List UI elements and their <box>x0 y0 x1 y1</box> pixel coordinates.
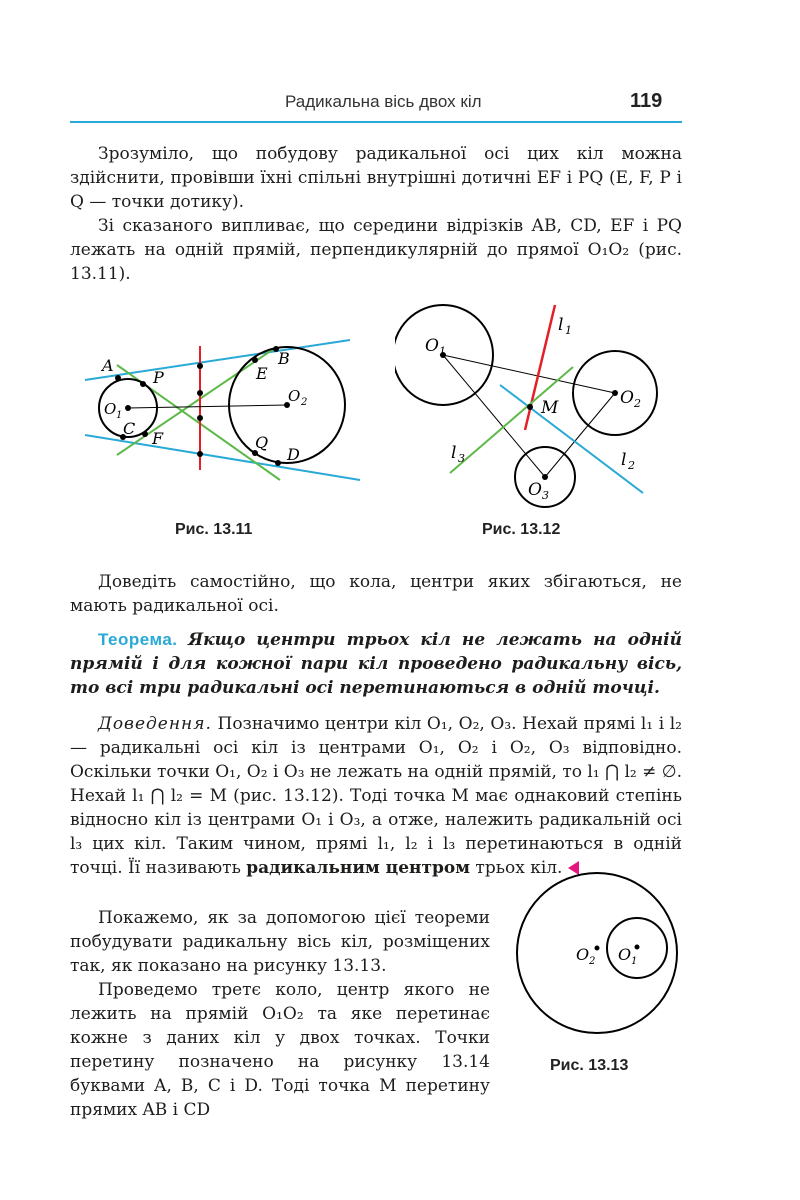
point-ef-mid <box>197 415 203 421</box>
label-l2: l <box>621 450 627 470</box>
theorem-label: Теорема. <box>98 630 178 649</box>
header-divider <box>70 121 682 123</box>
proof-text-1: Позначимо центри кіл O₁, O₂, O₃. Нехай прямі l₁ і l₂ — радикальні осі кіл із центрами O₁, O₂ і O₂, O₃ відповідно. Оскільки точки O₁, O₂ і O₃ не лежать на одній прямій, то l₁ ⋂ l₂ ≠ ∅. Нехай l₁ ⋂ l₂ = M (рис. 13.12). Тоді точка M має однаковий степінь відносно кіл із центрами O₁ і O₃, а отже, належить радикальній осі l₃ цих кіл. Таким чином, прямі l₁, l₂ і l₃ перетинаються в одній точці. Її називають <box>70 714 682 878</box>
line-l3 <box>450 367 573 473</box>
label-l3: l <box>451 443 457 463</box>
label-o1-sub: 1 <box>631 956 638 967</box>
label-f: F <box>152 429 164 448</box>
common-external-tangent-bottom <box>85 435 360 480</box>
figure-13-12 <box>395 295 675 510</box>
point-o1 <box>635 945 640 950</box>
label-q: Q <box>255 433 269 452</box>
proof-text-end: трьох кіл. <box>475 858 563 878</box>
label-o2: O <box>620 388 634 408</box>
point-e <box>252 357 258 363</box>
label-o1-sub: 1 <box>116 410 123 421</box>
label-o2-sub: 2 <box>589 956 596 967</box>
point-f <box>142 431 148 437</box>
label-d: D <box>287 445 300 464</box>
figure-13-13 <box>510 865 680 1045</box>
radical-center-term: радикальним центром <box>246 858 471 878</box>
point-pq-mid <box>197 390 203 396</box>
label-c: C <box>123 419 136 438</box>
label-a: A <box>102 356 114 375</box>
label-l2-sub: 2 <box>628 459 635 472</box>
label-o1-sub: 1 <box>439 345 446 358</box>
caption-13-11: Рис. 13.11 <box>175 521 253 538</box>
label-m: M <box>541 398 559 418</box>
page-number: 119 <box>630 90 663 112</box>
caption-13-12: Рис. 13.12 <box>482 521 561 538</box>
label-l1: l <box>558 315 564 335</box>
point-o1 <box>125 405 131 411</box>
caption-13-13: Рис. 13.13 <box>550 1057 629 1074</box>
point-cd-mid <box>197 451 203 457</box>
paragraph-5: Проведемо третє коло, центр якого не лежить на прямій O₁O₂ та яке перетинає кожне з даних кіл у двох точках. Точки перетину позначено на рисунку 13.14 буквами A, B, C і D. Тоді точка M перетину прямих AB і CD <box>70 980 490 1120</box>
label-o1: O <box>104 400 117 418</box>
point-o3 <box>542 474 548 480</box>
paragraph-3: Доведіть самостійно, що кола, центри яких збігаються, не мають радикальної осі. <box>70 572 682 616</box>
label-p: P <box>153 368 164 387</box>
label-o2: O <box>288 387 301 405</box>
label-l3-sub: 3 <box>458 452 465 465</box>
circle-o2-large <box>517 873 677 1033</box>
running-header-title: Радикальна вісь двох кіл <box>285 92 482 111</box>
paragraph-2: Зі сказаного випливає, що середини відрізків AB, CD, EF і PQ лежать на одній прямій, перпендикулярній до прямої O₁O₂ (рис. 13.11). <box>70 216 682 284</box>
label-o2-sub: 2 <box>634 397 641 410</box>
label-b: B <box>278 349 290 368</box>
point-a <box>115 375 121 381</box>
paragraph-4: Покажемо, як за допомогою цієї теореми побудувати радикальну вісь кіл, розміщених так, як показано на рисунку 13.13. <box>70 908 490 976</box>
theorem-body: Якщо центри трьох кіл не лежать на одній прямій і для кожної пари кіл проведено радикальну вісь, то всі три радикальні осі перетинаються в одній точці. <box>70 630 683 698</box>
point-o2 <box>612 390 618 396</box>
theorem <box>70 628 682 700</box>
center-line-o1o2 <box>128 405 287 408</box>
label-o2-sub: 2 <box>301 397 308 408</box>
point-p <box>140 381 146 387</box>
point-m <box>527 404 533 410</box>
paragraph-1: Зрозуміло, що побудову радикальної осі цих кіл можна здійснити, провівши їхні спільні внутрішні дотичні EF і PQ (E, F, P і Q — точки дотику). <box>70 144 682 212</box>
point-ab-mid <box>197 363 203 369</box>
label-e: E <box>256 364 268 383</box>
label-o1: O <box>618 945 632 964</box>
figure-13-11 <box>75 330 365 490</box>
label-o2: O <box>576 945 590 964</box>
common-external-tangent-top <box>85 340 350 380</box>
proof-part-1 <box>70 712 682 880</box>
label-o3-sub: 3 <box>542 489 549 502</box>
label-o3: O <box>528 480 542 500</box>
label-o1: O <box>425 336 439 356</box>
point-o2 <box>595 946 600 951</box>
point-d <box>275 460 281 466</box>
proof-label: Доведення. <box>98 714 212 734</box>
label-l1-sub: 1 <box>565 324 572 337</box>
